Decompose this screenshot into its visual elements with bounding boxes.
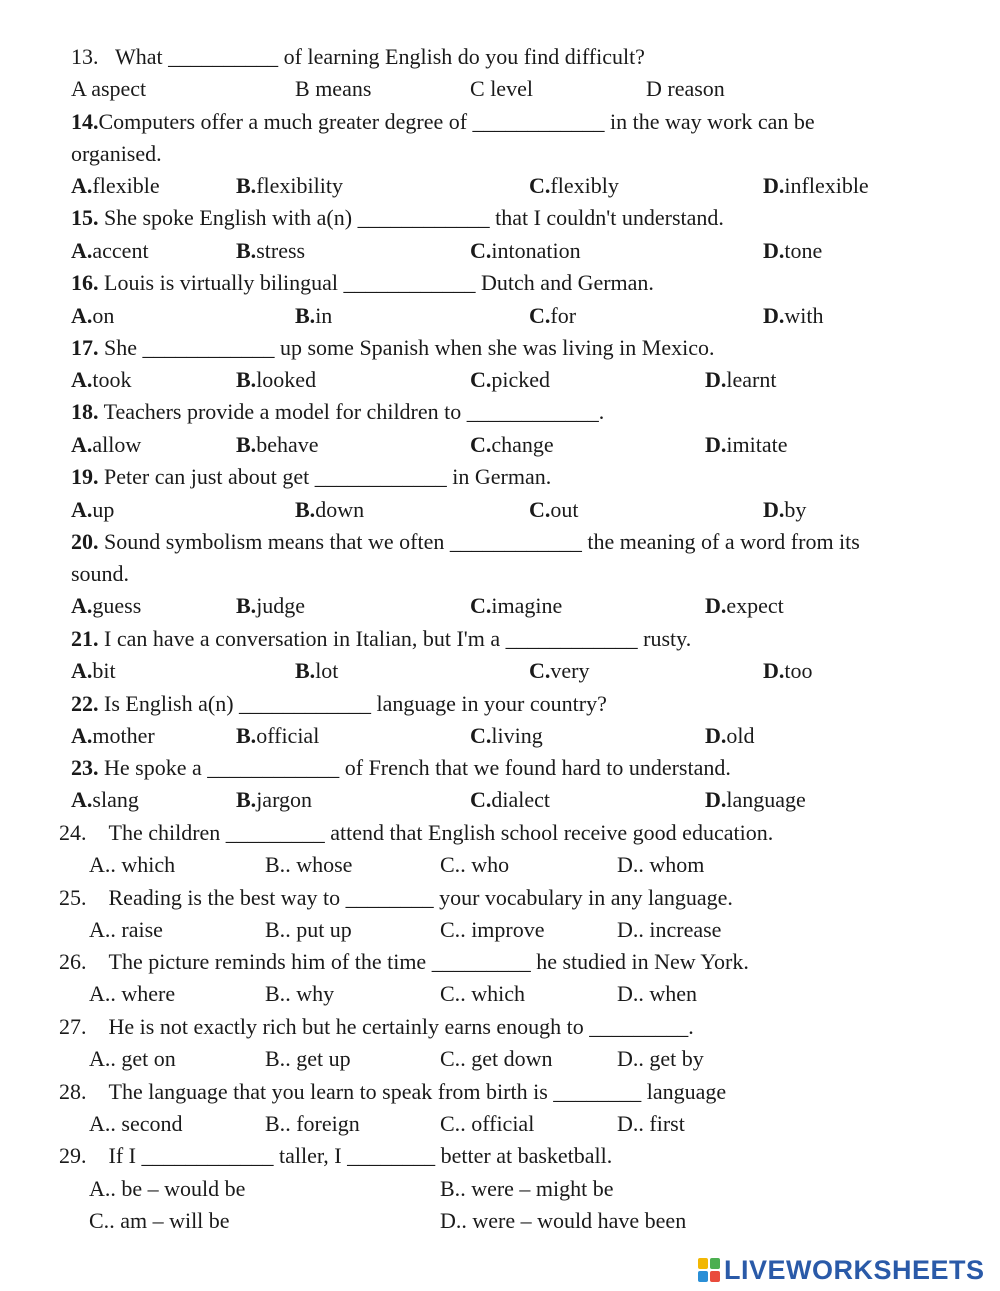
question-25-stem: 25. Reading is the best way to ________ your vocabulary in any language. bbox=[59, 885, 733, 910]
question-24-option-b[interactable]: B.. whose bbox=[265, 852, 353, 877]
question-20-stem-cont: sound. bbox=[71, 561, 130, 586]
question-23-option-a[interactable]: A.slang bbox=[71, 787, 139, 812]
question-23-option-c[interactable]: C.dialect bbox=[470, 787, 551, 812]
question-17-option-c[interactable]: C.picked bbox=[470, 367, 551, 392]
question-26-option-d[interactable]: D.. when bbox=[617, 981, 698, 1006]
question-14-option-b[interactable]: B.flexibility bbox=[236, 173, 343, 198]
question-25-option-a[interactable]: A.. raise bbox=[89, 917, 163, 942]
question-20-option-a[interactable]: A.guess bbox=[71, 593, 142, 618]
question-13-option-d[interactable]: D reason bbox=[646, 76, 725, 101]
question-19-option-c[interactable]: C.out bbox=[529, 497, 579, 522]
question-13-stem: 13. What __________ of learning English do you find difficult? bbox=[71, 44, 645, 69]
question-21-option-c[interactable]: C.very bbox=[529, 658, 590, 683]
question-18-option-b[interactable]: B.behave bbox=[236, 432, 319, 457]
question-27-option-b[interactable]: B.. get up bbox=[265, 1046, 351, 1071]
question-13-option-b[interactable]: B means bbox=[295, 76, 372, 101]
question-13-option-a[interactable]: A aspect bbox=[71, 76, 147, 101]
question-16-option-b[interactable]: B.in bbox=[295, 303, 333, 328]
question-27-option-a[interactable]: A.. get on bbox=[89, 1046, 176, 1071]
question-14-option-a[interactable]: A.flexible bbox=[71, 173, 160, 198]
question-21-stem: 21. I can have a conversation in Italian, but I'm a ____________ rusty. bbox=[71, 626, 692, 651]
logo-square-yellow bbox=[698, 1258, 708, 1269]
question-17-option-a[interactable]: A.took bbox=[71, 367, 132, 392]
question-22-stem: 22. Is English a(n) ____________ language in your country? bbox=[71, 691, 607, 716]
question-23-option-b[interactable]: B.jargon bbox=[236, 787, 312, 812]
question-29-option-b[interactable]: B.. were – might be bbox=[440, 1176, 614, 1201]
question-13-option-c[interactable]: C level bbox=[470, 76, 533, 101]
question-20-option-d[interactable]: D.expect bbox=[705, 593, 784, 618]
question-18-option-d[interactable]: D.imitate bbox=[705, 432, 788, 457]
question-25-option-b[interactable]: B.. put up bbox=[265, 917, 352, 942]
question-20-option-b[interactable]: B.judge bbox=[236, 593, 306, 618]
question-22-option-c[interactable]: C.living bbox=[470, 723, 543, 748]
question-14-stem-cont: organised. bbox=[71, 141, 162, 166]
question-28-option-a[interactable]: A.. second bbox=[89, 1111, 183, 1136]
question-27-stem: 27. He is not exactly rich but he certainly earns enough to _________. bbox=[59, 1014, 694, 1039]
question-29-option-c[interactable]: C.. am – will be bbox=[89, 1208, 230, 1233]
question-25-option-d[interactable]: D.. increase bbox=[617, 917, 722, 942]
question-22-option-a[interactable]: A.mother bbox=[71, 723, 155, 748]
question-25-option-c[interactable]: C.. improve bbox=[440, 917, 545, 942]
liveworksheets-logo bbox=[698, 1255, 985, 1285]
question-15-option-b[interactable]: B.stress bbox=[236, 238, 306, 263]
question-20-stem: 20. Sound symbolism means that we often ____________ the meaning of a word from its bbox=[71, 529, 860, 554]
logo-square-green bbox=[710, 1258, 720, 1269]
question-14-stem: 14.Computers offer a much greater degree of ____________ in the way work can be bbox=[71, 109, 815, 134]
question-24-option-c[interactable]: C.. who bbox=[440, 852, 510, 877]
question-19-option-b[interactable]: B.down bbox=[295, 497, 365, 522]
question-22-option-d[interactable]: D.old bbox=[705, 723, 755, 748]
question-17-option-b[interactable]: B.looked bbox=[236, 367, 317, 392]
question-28-option-b[interactable]: B.. foreign bbox=[265, 1111, 360, 1136]
question-19-stem: 19. Peter can just about get ____________ in German. bbox=[71, 464, 552, 489]
question-19-option-a[interactable]: A.up bbox=[71, 497, 115, 522]
question-15-option-a[interactable]: A.accent bbox=[71, 238, 149, 263]
question-24-option-a[interactable]: A.. which bbox=[89, 852, 176, 877]
question-15-stem: 15. She spoke English with a(n) ____________ that I couldn't understand. bbox=[71, 205, 724, 230]
question-24-option-d[interactable]: D.. whom bbox=[617, 852, 705, 877]
question-27-option-d[interactable]: D.. get by bbox=[617, 1046, 704, 1071]
question-26-option-c[interactable]: C.. which bbox=[440, 981, 525, 1006]
question-29-option-a[interactable]: A.. be – would be bbox=[89, 1176, 246, 1201]
logo-square-blue bbox=[698, 1271, 708, 1282]
question-21-option-d[interactable]: D.too bbox=[763, 658, 813, 683]
liveworksheets-logo-text: LIVEWORKSHEETS bbox=[724, 1254, 985, 1285]
question-16-stem: 16. Louis is virtually bilingual ____________ Dutch and German. bbox=[71, 270, 654, 295]
question-15-option-d[interactable]: D.tone bbox=[763, 238, 823, 263]
liveworksheets-logo-icon bbox=[698, 1258, 720, 1282]
question-29-stem: 29. If I ____________ taller, I ________ better at basketball. bbox=[59, 1143, 613, 1168]
question-28-option-c[interactable]: C.. official bbox=[440, 1111, 535, 1136]
question-17-option-d[interactable]: D.learnt bbox=[705, 367, 777, 392]
question-14-option-c[interactable]: C.flexibly bbox=[529, 173, 619, 198]
question-29-option-d[interactable]: D.. were – would have been bbox=[440, 1208, 687, 1233]
question-26-option-b[interactable]: B.. why bbox=[265, 981, 335, 1006]
question-16-option-d[interactable]: D.with bbox=[763, 303, 824, 328]
question-19-option-d[interactable]: D.by bbox=[763, 497, 807, 522]
question-18-option-a[interactable]: A.allow bbox=[71, 432, 142, 457]
question-20-option-c[interactable]: C.imagine bbox=[470, 593, 563, 618]
question-18-option-c[interactable]: C.change bbox=[470, 432, 554, 457]
question-28-stem: 28. The language that you learn to speak from birth is ________ language bbox=[59, 1079, 727, 1104]
question-23-option-d[interactable]: D.language bbox=[705, 787, 806, 812]
question-26-option-a[interactable]: A.. where bbox=[89, 981, 176, 1006]
question-14-option-d[interactable]: D.inflexible bbox=[763, 173, 869, 198]
question-24-stem: 24. The children _________ attend that English school receive good education. bbox=[59, 820, 774, 845]
question-21-option-b[interactable]: B.lot bbox=[295, 658, 339, 683]
question-28-option-d[interactable]: D.. first bbox=[617, 1111, 685, 1136]
question-26-stem: 26. The picture reminds him of the time _________ he studied in New York. bbox=[59, 949, 749, 974]
question-23-stem: 23. He spoke a ____________ of French that we found hard to understand. bbox=[71, 755, 731, 780]
logo-square-red bbox=[710, 1271, 720, 1282]
question-16-option-a[interactable]: A.on bbox=[71, 303, 115, 328]
question-16-option-c[interactable]: C.for bbox=[529, 303, 577, 328]
question-15-option-c[interactable]: C.intonation bbox=[470, 238, 581, 263]
question-18-stem: 18. Teachers provide a model for children to ____________. bbox=[71, 399, 605, 424]
question-27-option-c[interactable]: C.. get down bbox=[440, 1046, 553, 1071]
question-22-option-b[interactable]: B.official bbox=[236, 723, 320, 748]
question-21-option-a[interactable]: A.bit bbox=[71, 658, 116, 683]
question-17-stem: 17. She ____________ up some Spanish when she was living in Mexico. bbox=[71, 335, 715, 360]
